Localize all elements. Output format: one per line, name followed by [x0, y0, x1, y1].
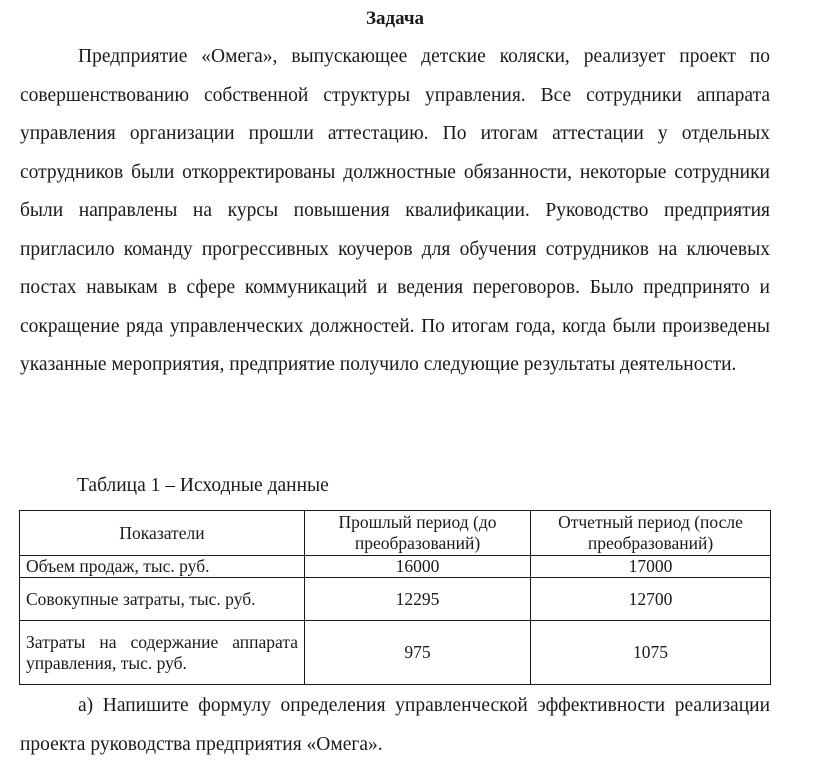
- table-header-row: [20, 511, 771, 556]
- table-row: [20, 621, 771, 685]
- row-label: Совокупные затраты, тыс. руб.: [20, 578, 305, 621]
- previous-value: 975: [305, 621, 531, 685]
- table-row: [20, 578, 771, 621]
- reporting-value: 17000: [531, 556, 771, 578]
- row-label: Затраты на содержание аппарата управления, тыс. руб.: [20, 621, 305, 685]
- header-indicators: Показатели: [20, 511, 305, 556]
- task-title: Задача: [365, 8, 425, 29]
- question-a: а) Напишите формулу определения управленческой эффективности реализации проекта руководства предприятия «Омега».: [20, 695, 770, 755]
- previous-value: 16000: [305, 556, 531, 578]
- reporting-value: 1075: [531, 621, 771, 685]
- header-reporting-period: Отчетный период (после преобразований): [531, 511, 771, 556]
- task-description: Предприятие «Омега», выпускающее детские коляски, реализует проект по совершенствованию собственной структуры управления. Все сотрудники аппарата управления организации прошли аттестацию. По итогам аттестации у отдельных сотрудников были откорректированы должностные обязанности, некоторые сотрудники были направлены на курсы повышения квалификации. Руководство предприятия пригласило команду прогрессивных коучеров для обучения сотрудников на ключевых постах навыкам в сфере коммуникаций и ведения переговоров. Было предпринято и сокращение ряда управленческих должностей. По итогам года, когда были произведены указанные мероприятия, предприятие получило следующие результаты деятельности.: [20, 46, 770, 375]
- row-label: Объем продаж, тыс. руб.: [20, 556, 305, 578]
- previous-value: 12295: [305, 578, 531, 621]
- reporting-value: 12700: [531, 578, 771, 621]
- table-caption: Таблица 1 – Исходные данные: [77, 475, 329, 496]
- source-data-table: [19, 510, 771, 685]
- table-row: [20, 556, 771, 578]
- header-previous-period: Прошлый период (до преобразований): [305, 511, 531, 556]
